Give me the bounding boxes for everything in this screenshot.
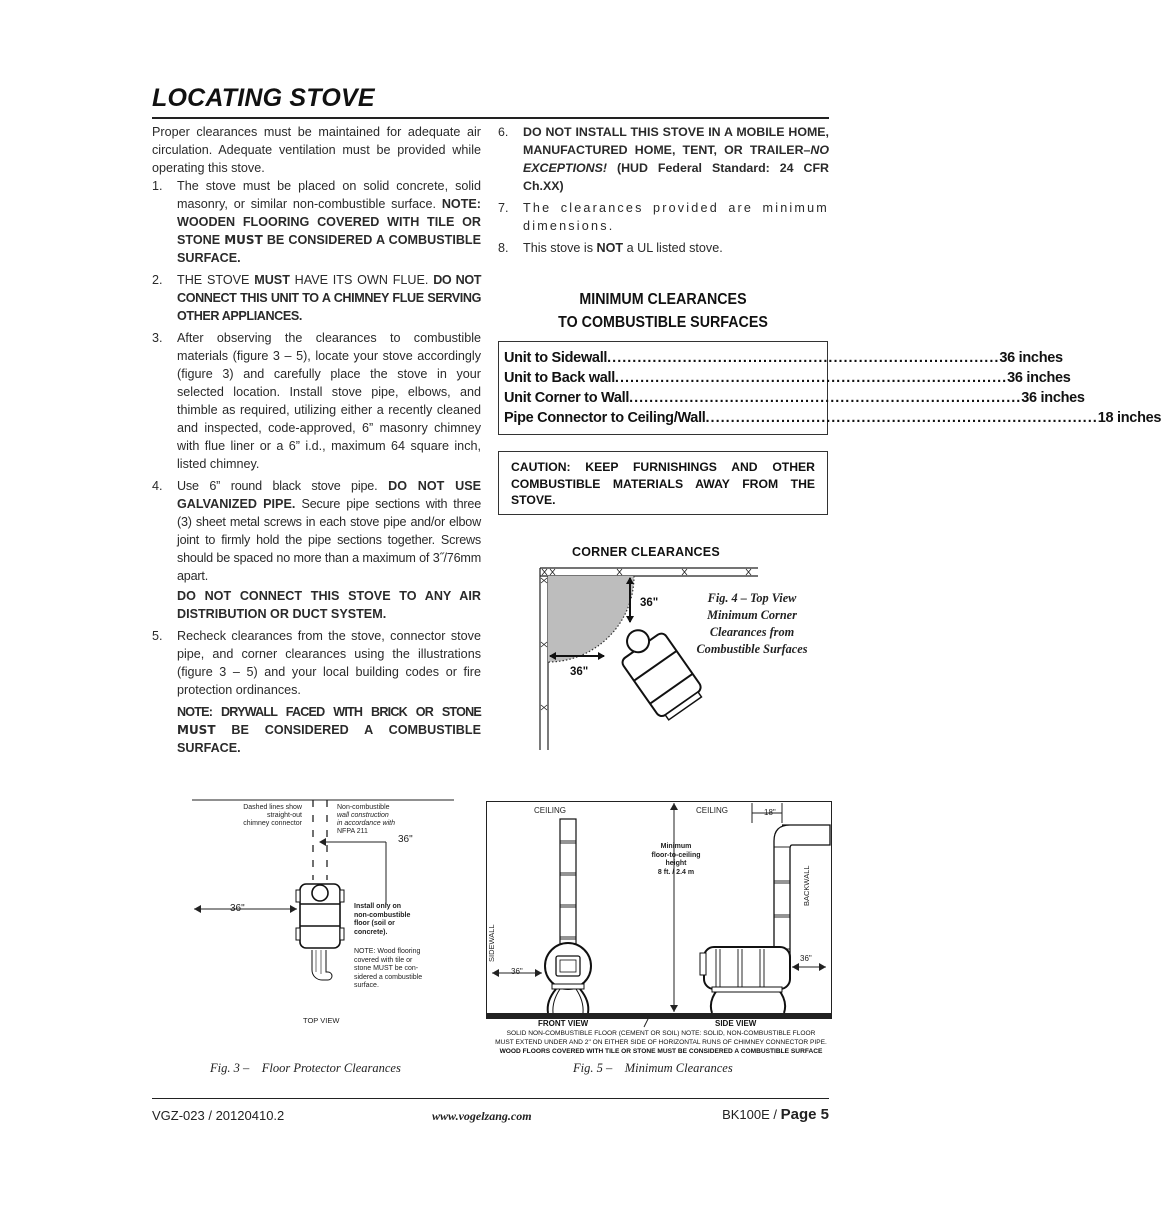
list-item-6: 6. DO NOT INSTALL THIS STOVE IN A MOBILE HOME, MANUFACTURED HOME, TENT, OR TRAILER–NO EXCEPTIONS! (HUD Federal Standard: 24 CFR Ch.XX) [498, 125, 829, 193]
clearance-row: Unit Corner to Wall .............................................................................. 36 inches [504, 390, 1085, 406]
note-drywall: NOTE: DRYWALL FACED WITH BRICK OR STONE MUST BE CONSIDERED A COMBUSTIBLE SURFACE. [177, 705, 481, 755]
fig5-ceiling-right: CEILING [696, 806, 729, 815]
list-item-4: 4. Use 6” round black stove pipe. DO NOT USE GALVANIZED PIPE. Secure pipe sections with three (3) sheet metal screws in each stove pipe and/or elbow joint to firmly hold the pipe sections together. Screws should be spaced no more than a maximum of 3˝/76mm apart. [152, 479, 482, 583]
caution-box: CAUTION: KEEP FURNISHINGS AND OTHER COMBUSTIBLE MATERIALS AWAY FROM THE STOVE. [498, 451, 828, 515]
title-rule [152, 117, 829, 119]
fig3-install-note: Install only on non-combustible floor (soil or concrete). [354, 903, 411, 936]
fig5-ceiling-left: CEILING [534, 806, 567, 815]
list-item-8: 8. This stove is NOT a UL listed stove. [498, 241, 723, 255]
fig5-dim-back: 36" [800, 954, 812, 963]
right-column [498, 123, 829, 261]
fig5-dim-side: 36" [511, 967, 523, 976]
fig5-backwall-label: BACKWALL [802, 865, 811, 906]
list-item-1: 1. The stove must be placed on solid concrete, solid masonry, or similar non-combustible surface. NOTE: WOODEN FLOORING COVERED WITH TILE OR STONE MUST BE CONSIDERED A COMBUSTIBLE SURFACE. [152, 179, 482, 265]
footer-rule [152, 1098, 829, 1099]
fig3-dim-side: 36" [230, 903, 245, 914]
note-duct-system: DO NOT CONNECT THIS STOVE TO ANY AIR DISTRIBUTION OR DUCT SYSTEM. [177, 589, 481, 621]
left-column [152, 123, 481, 761]
fig5-side-label: SIDE VIEW [715, 1019, 757, 1028]
fig4-title: CORNER CLEARANCES [572, 545, 720, 559]
fig3-dim-top: 36" [398, 834, 413, 845]
footer-page: BK100E / Page 5 [722, 1106, 829, 1123]
fig3-caption: Fig. 3 – Floor Protector Clearances [210, 1061, 401, 1075]
footer-url[interactable]: www.vogelzang.com [432, 1109, 532, 1123]
fig3-wood-note: NOTE: Wood flooring covered with tile or stone MUST be con- sidered a combustible surface. [354, 948, 423, 989]
fig5-dim-18: 18" [764, 808, 776, 817]
intro-paragraph: Proper clearances must be maintained for adequate air circulation. Adequate ventilation must be provided while operating this stove. [152, 125, 481, 175]
fig5-front-label: FRONT VIEW [538, 1019, 589, 1028]
clearance-row: Pipe Connector to Ceiling/Wall .............................................................................. 18 inches [504, 410, 1161, 426]
list-item-5: 5. Recheck clearances from the stove, connector stove pipe, and corner clearances using the illustrations (figure 3 – 5) and your local building codes or fire protection ordinances. [152, 629, 481, 697]
clearance-row: Unit to Sidewall .............................................................................. 36 inches [504, 350, 1063, 366]
fig5-floor-note: SOLID NON-COMBUSTIBLE FLOOR (CEMENT OR SOIL) NOTE: SOLID, NON-COMBUSTIBLE FLOOR MUST EXTEND UNDER AND 2" ON EITHER SIDE OF HORIZONTAL RUNS OF CHIMNEY CONNECTOR PIPE. WOOD FLOORS COVERED WITH TILE OR STONE MUST BE CONSIDERED A COMBUSTIBLE SURFACE [495, 1030, 827, 1055]
clearance-row: Unit to Back wall .............................................................................. 36 inches [504, 370, 1071, 386]
fig5-min-height-note: Minimum floor-to-ceiling height 8 ft. / 2.4 m [651, 843, 701, 876]
fig4-caption: Fig. 4 – Top View Minimum Corner Clearances from Combustible Surfaces [696, 591, 808, 656]
fig5-sidewall-label: SIDEWALL [487, 924, 496, 962]
page-title: LOCATING STOVE [152, 84, 375, 112]
footer-doc-number: VGZ-023 / 20120410.2 [152, 1108, 285, 1123]
fig3-view-label: TOP VIEW [303, 1016, 340, 1025]
fig5-front-side-diagram [486, 801, 832, 1019]
fig4-dim-horizontal: 36" [570, 666, 589, 678]
fig4-dim-vertical: 36" [640, 597, 659, 609]
clearances-table [498, 341, 1161, 435]
fig3-dashed-note: Dashed lines show straight-out chimney connector [243, 804, 302, 827]
list-item-2: 2. THE STOVE MUST HAVE ITS OWN FLUE. DO NOT CONNECT THIS UNIT TO A CHIMNEY FLUE SERVING OTHER APPLIANCES. [152, 273, 482, 323]
clearances-heading: MINIMUM CLEARANCES TO COMBUSTIBLE SURFACES [558, 291, 768, 331]
list-item-3: 3. After observing the clearances to combustible materials (figure 3 – 5), locate your stove accordingly (figure 3) and carefully place the stove in your selected location. Install stove pipe, elbows, and thimble as required, utilizing either a recently cleaned and inspected, code-approved, 6” masonry chimney with flue liner or a 6” i.d., maximum 64 square inch, listed chimney. [152, 331, 481, 471]
fig3-wall-note: Non-combustible wall construction in accordance with NFPA 211 [337, 804, 395, 835]
fig5-caption: Fig. 5 – Minimum Clearances [573, 1061, 733, 1075]
list-item-7: 7. The clearances provided are minimum dimensions. [498, 201, 829, 233]
